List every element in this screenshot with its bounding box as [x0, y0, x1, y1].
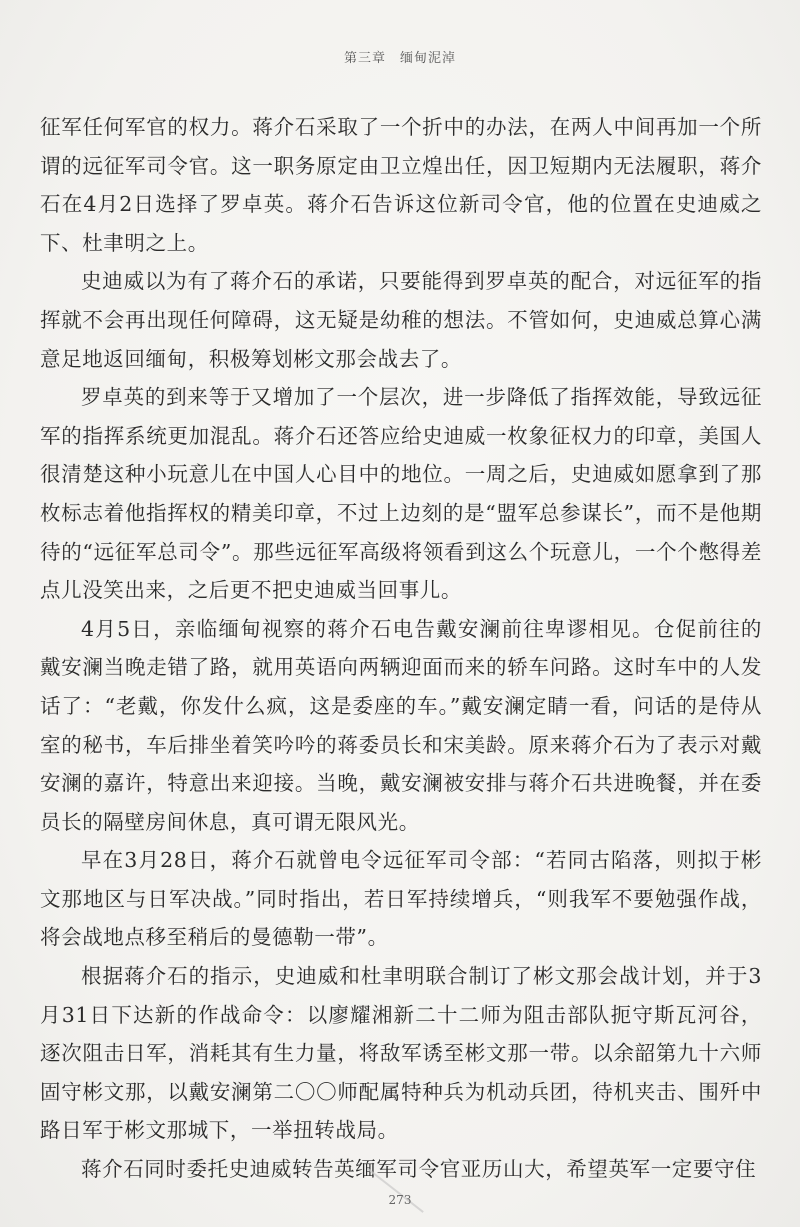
body-text — [40, 108, 762, 1189]
paragraph: 蒋介石同时委托史迪威转告英缅军司令官亚历山大，希望英军一定要守住 — [81, 1157, 757, 1182]
paragraph: 早在3月28日，蒋介石就曾电令远征军司令部：“若同古陷落，则拟于彬文那地区与日军决战。”同时指出，若日军持续增兵，“则我军不要勉强作战，将会战地点移至稍后的曼德勒一带”。 — [40, 848, 762, 950]
paragraph-continued: 征军任何军官的权力。蒋介石采取了一个折中的办法，在两人中间再加一个所谓的远征军司令官。这一职务原定由卫立煌出任，因卫短期内无法履职，蒋介石在4月2日选择了罗卓英。蒋介石告诉这位新司令官，他的位置在史迪威之下、杜聿明之上。 — [40, 115, 762, 255]
chapter-number: 第三章 — [343, 51, 386, 66]
paragraph: 罗卓英的到来等于又增加了一个层次，进一步降低了指挥效能，导致远征军的指挥系统更加混乱。蒋介石还答应给史迪威一枚象征权力的印章，美国人很清楚这种小玩意儿在中国人心目中的地位。一周之后，史迪威如愿拿到了那枚标志着他指挥权的精美印章，不过上边刻的是“盟军总参谋长”，而不是他期待的“远征军总司令”。那些远征军高级将领看到这么个玩意儿，一个个憋得差点儿没笑出来，之后更不把史迪威当回事儿。 — [40, 385, 762, 603]
page-number: 273 — [388, 1193, 412, 1207]
paragraph: 史迪威以为有了蒋介石的承诺，只要能得到罗卓英的配合，对远征军的指挥就不会再出现任何障碍，这无疑是幼稚的想法。不管如何，史迪威总算心满意足地返回缅甸，积极筹划彬文那会战去了。 — [40, 269, 762, 371]
running-header — [0, 47, 800, 66]
chapter-title: 缅甸泥淖 — [400, 51, 457, 66]
paragraph: 根据蒋介石的指示，史迪威和杜聿明联合制订了彬文那会战计划，并于3月31日下达新的作战命令：以廖耀湘新二十二师为阻击部队扼守斯瓦河谷，逐次阻击日军，消耗其有生力量，将敌军诱至彬文那一带。以余韶第九十六师固守彬文那，以戴安澜第二〇〇师配属特种兵为机动兵团，待机夹击、围歼中路日军于彬文那城下，一举扭转战局。 — [40, 964, 762, 1143]
paragraph: 4月5日，亲临缅甸视察的蒋介石电告戴安澜前往卑谬相见。仓促前往的戴安澜当晚走错了路，就用英语向两辆迎面而来的轿车问路。这时车中的人发话了：“老戴，你发什么疯，这是委座的车。”戴安澜定睛一看，问话的是侍从室的秘书，车后排坐着笑吟吟的蒋委员长和宋美龄。原来蒋介石为了表示对戴安澜的嘉许，特意出来迎接。当晚，戴安澜被安排与蒋介石共进晚餐，并在委员长的隔壁房间休息，真可谓无限风光。 — [40, 616, 762, 834]
